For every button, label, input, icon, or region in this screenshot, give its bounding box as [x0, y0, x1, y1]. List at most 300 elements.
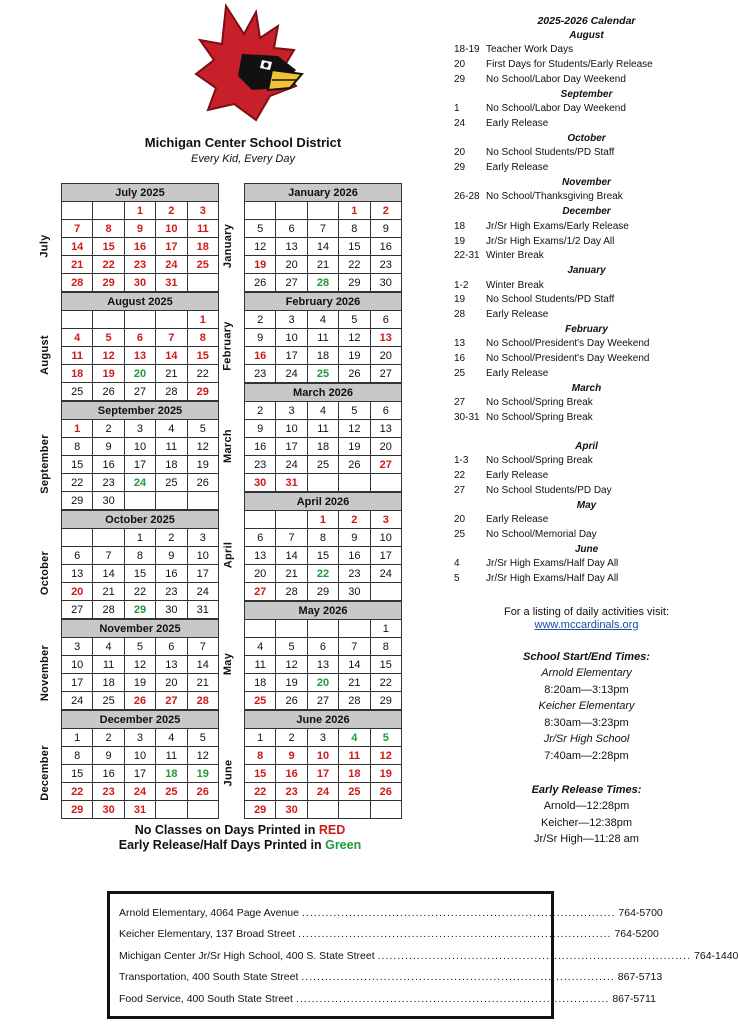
- day-cell: 11: [339, 747, 370, 765]
- month-side-text: May: [222, 652, 234, 676]
- day-cell: 8: [62, 747, 93, 765]
- day-cell: 31: [156, 274, 187, 292]
- event-date: 16: [454, 353, 466, 365]
- day-cell: 29: [245, 801, 276, 819]
- early-release-time: Arnold—12:28pm: [543, 800, 630, 812]
- contact-name: Michigan Center Jr/Sr High School, 400 S. State Street: [119, 949, 375, 962]
- day-cell: 18: [187, 238, 218, 256]
- month-title: November 2025: [62, 620, 219, 638]
- day-cell: 5: [370, 729, 401, 747]
- day-cell: 20: [156, 674, 187, 692]
- day-cell: 25: [307, 365, 338, 383]
- month-header-row: [245, 711, 402, 729]
- day-cell: 23: [276, 783, 307, 801]
- day-cell: 18: [339, 765, 370, 783]
- day-cell: 30: [276, 801, 307, 819]
- day-cell: 21: [187, 674, 218, 692]
- month-title: March 2026: [245, 384, 402, 402]
- event-text: Jr/Sr High Exams/1/2 Day All: [486, 235, 615, 247]
- contact-row: [119, 967, 663, 989]
- day-cell: 9: [124, 220, 155, 238]
- day-cell: 7: [276, 529, 307, 547]
- day-cell: 27: [307, 692, 338, 710]
- day-cell: 28: [187, 692, 218, 710]
- week-row: [245, 220, 402, 238]
- event-date: 4: [454, 558, 460, 570]
- month-side-label: [218, 728, 238, 818]
- event-item: [454, 572, 719, 587]
- event-item: [454, 557, 719, 572]
- day-cell: 15: [62, 765, 93, 783]
- event-item: [454, 58, 719, 73]
- day-cell: 29: [307, 583, 338, 601]
- week-row: [245, 747, 402, 765]
- event-item: [454, 73, 719, 88]
- day-cell: 23: [245, 365, 276, 383]
- event-month-heading: September: [560, 88, 613, 100]
- event-item: [454, 249, 719, 264]
- event-item: [454, 528, 719, 543]
- info-panel: [454, 606, 719, 848]
- day-cell: 1: [124, 529, 155, 547]
- event-item: [454, 454, 719, 469]
- day-cell: [339, 620, 370, 638]
- early-release-time: Jr/Sr High—11:28 am: [534, 833, 639, 845]
- month-table: [61, 292, 219, 401]
- legend-green-word: Green: [325, 838, 362, 852]
- day-cell: 15: [307, 547, 338, 565]
- day-cell: 15: [339, 238, 370, 256]
- event-date: 18: [454, 220, 466, 232]
- day-cell: 24: [187, 583, 218, 601]
- event-text: No School/President's Day Weekend: [486, 338, 650, 350]
- day-cell: 27: [124, 383, 155, 401]
- event-month-heading: October: [567, 132, 606, 144]
- website-link[interactable]: www.mccardinals.org: [534, 619, 639, 631]
- event-date: 18-19: [454, 44, 480, 56]
- day-cell: 19: [370, 765, 401, 783]
- day-cell: 28: [93, 601, 124, 619]
- day-cell: 14: [307, 238, 338, 256]
- day-cell: 6: [156, 638, 187, 656]
- day-cell: 2: [156, 529, 187, 547]
- contact-leader-dots: ................................................................................: [295, 992, 610, 1005]
- day-cell: 27: [245, 583, 276, 601]
- day-cell: 14: [276, 547, 307, 565]
- month-header-row: [62, 511, 219, 529]
- school-name: Arnold Elementary: [541, 667, 632, 679]
- day-cell: 31: [276, 474, 307, 492]
- early-release-heading: Early Release Times:: [531, 784, 642, 796]
- week-row: [62, 565, 219, 583]
- event-text: Jr/Sr High Exams/Half Day All: [486, 573, 619, 585]
- day-cell: 27: [370, 365, 401, 383]
- event-item: [454, 411, 719, 426]
- day-cell: 17: [276, 347, 307, 365]
- day-cell: 8: [370, 638, 401, 656]
- day-cell: 26: [93, 383, 124, 401]
- day-cell: 24: [124, 474, 155, 492]
- day-cell: 12: [276, 656, 307, 674]
- day-cell: 22: [93, 256, 124, 274]
- day-cell: 22: [187, 365, 218, 383]
- day-cell: [93, 311, 124, 329]
- month-table: [61, 183, 219, 292]
- day-cell: 12: [187, 438, 218, 456]
- day-cell: 20: [62, 583, 93, 601]
- day-cell: 5: [93, 329, 124, 347]
- day-cell: 16: [370, 238, 401, 256]
- week-row: [62, 656, 219, 674]
- day-cell: 6: [370, 402, 401, 420]
- day-cell: 26: [370, 783, 401, 801]
- month-table: [61, 710, 219, 819]
- day-cell: 13: [370, 420, 401, 438]
- event-text: Early Release: [486, 367, 549, 379]
- event-text: Early Release: [486, 309, 549, 321]
- day-cell: 30: [124, 274, 155, 292]
- event-month-heading: May: [576, 499, 597, 511]
- month-title: August 2025: [62, 293, 219, 311]
- day-cell: 22: [124, 583, 155, 601]
- day-cell: 24: [62, 692, 93, 710]
- day-cell: 7: [339, 638, 370, 656]
- day-cell: 5: [339, 402, 370, 420]
- day-cell: 22: [245, 783, 276, 801]
- day-cell: 26: [339, 365, 370, 383]
- month-side-label: [218, 510, 238, 600]
- day-cell: 5: [187, 420, 218, 438]
- day-cell: 27: [276, 274, 307, 292]
- event-item: [454, 190, 719, 205]
- day-cell: [370, 583, 401, 601]
- day-cell: 2: [93, 729, 124, 747]
- week-row: [245, 783, 402, 801]
- week-row: [62, 783, 219, 801]
- day-cell: 30: [339, 583, 370, 601]
- day-cell: 29: [187, 383, 218, 401]
- district-motto: Every Kid, Every Day: [191, 153, 295, 165]
- day-cell: 3: [187, 202, 218, 220]
- day-cell: 23: [93, 474, 124, 492]
- day-cell: 15: [124, 565, 155, 583]
- day-cell: 19: [245, 256, 276, 274]
- day-cell: 18: [156, 765, 187, 783]
- day-cell: 2: [245, 311, 276, 329]
- week-row: [62, 202, 219, 220]
- day-cell: 1: [307, 511, 338, 529]
- event-text: Jr/Sr High Exams/Early Release: [486, 220, 629, 232]
- day-cell: 4: [156, 729, 187, 747]
- month-table: [244, 383, 402, 492]
- day-cell: [245, 511, 276, 529]
- day-cell: 15: [245, 765, 276, 783]
- day-cell: 30: [93, 492, 124, 510]
- week-row: [245, 311, 402, 329]
- day-cell: 12: [245, 238, 276, 256]
- day-cell: 7: [187, 638, 218, 656]
- month-table: [61, 510, 219, 619]
- event-item: [454, 117, 719, 132]
- event-gap: [454, 426, 719, 440]
- day-cell: [156, 801, 187, 819]
- day-cell: 28: [339, 692, 370, 710]
- day-cell: 5: [245, 220, 276, 238]
- day-cell: 31: [187, 601, 218, 619]
- contact-leader-dots: ................................................................................: [298, 928, 612, 941]
- month-title: January 2026: [245, 184, 402, 202]
- day-cell: 24: [370, 565, 401, 583]
- event-item: [454, 293, 719, 308]
- week-row: [245, 456, 402, 474]
- week-row: [245, 438, 402, 456]
- month-side-text: October: [39, 550, 51, 596]
- day-cell: 26: [245, 274, 276, 292]
- day-cell: 31: [124, 801, 155, 819]
- event-date: 1: [454, 103, 460, 115]
- day-cell: 13: [370, 329, 401, 347]
- day-cell: 15: [93, 238, 124, 256]
- month-header-row: [62, 184, 219, 202]
- day-cell: 2: [156, 202, 187, 220]
- day-cell: 18: [93, 674, 124, 692]
- day-cell: 29: [62, 801, 93, 819]
- week-row: [245, 583, 402, 601]
- early-release-time: Keicher—12:38pm: [540, 816, 633, 829]
- week-row: [245, 692, 402, 710]
- contact-phone: 867-5713: [617, 971, 663, 984]
- event-date: 27: [454, 397, 466, 409]
- day-cell: 29: [339, 274, 370, 292]
- week-row: [62, 547, 219, 565]
- day-cell: 20: [124, 365, 155, 383]
- event-text: No School/Labor Day Weekend: [486, 73, 626, 85]
- week-row: [62, 747, 219, 765]
- event-date: 26-28: [454, 191, 480, 203]
- day-cell: [276, 202, 307, 220]
- day-cell: 18: [62, 365, 93, 383]
- day-cell: 1: [339, 202, 370, 220]
- legend-red-word: RED: [318, 823, 346, 837]
- day-cell: 10: [187, 547, 218, 565]
- event-month-heading: December: [562, 206, 611, 218]
- day-cell: 13: [124, 347, 155, 365]
- day-cell: 8: [62, 438, 93, 456]
- event-item: [454, 352, 719, 367]
- event-date: 20: [454, 514, 466, 526]
- day-cell: [245, 620, 276, 638]
- event-date: 5: [454, 573, 460, 585]
- day-cell: [245, 202, 276, 220]
- event-text: Jr/Sr High Exams/Half Day All: [486, 558, 619, 570]
- contact-phone: 764-5700: [618, 906, 663, 919]
- event-text: Early Release: [486, 470, 549, 482]
- event-item: [454, 43, 719, 58]
- day-cell: 9: [93, 747, 124, 765]
- month-side-text: February: [222, 321, 235, 371]
- day-cell: 5: [187, 729, 218, 747]
- event-item: [454, 102, 719, 117]
- day-cell: 18: [245, 674, 276, 692]
- day-cell: 9: [339, 529, 370, 547]
- week-row: [62, 238, 219, 256]
- school-name: Keicher Elementary: [538, 700, 635, 712]
- week-row: [245, 620, 402, 638]
- day-cell: 27: [62, 601, 93, 619]
- day-cell: 14: [156, 347, 187, 365]
- day-cell: 5: [276, 638, 307, 656]
- day-cell: 8: [124, 547, 155, 565]
- day-cell: [276, 620, 307, 638]
- day-cell: 11: [156, 747, 187, 765]
- day-cell: [339, 801, 370, 819]
- month-table: [61, 619, 219, 710]
- day-cell: [307, 202, 338, 220]
- month-side-label: [218, 619, 238, 709]
- day-cell: 19: [339, 347, 370, 365]
- day-cell: 15: [370, 656, 401, 674]
- day-cell: 9: [245, 420, 276, 438]
- day-cell: 14: [62, 238, 93, 256]
- month-title: May 2026: [245, 602, 402, 620]
- event-item: [454, 235, 719, 250]
- event-date: 25: [454, 528, 466, 540]
- day-cell: 16: [93, 456, 124, 474]
- month-header-row: [245, 602, 402, 620]
- day-cell: 6: [62, 547, 93, 565]
- day-cell: 10: [124, 747, 155, 765]
- day-cell: 19: [187, 765, 218, 783]
- day-cell: 24: [124, 783, 155, 801]
- day-cell: 11: [156, 438, 187, 456]
- week-row: [245, 565, 402, 583]
- event-text: No School/Labor Day Weekend: [486, 103, 626, 115]
- day-cell: 23: [156, 583, 187, 601]
- day-cell: 17: [62, 674, 93, 692]
- day-cell: 28: [62, 274, 93, 292]
- event-date: 22: [454, 470, 466, 482]
- day-cell: 21: [276, 565, 307, 583]
- contacts-box: [107, 891, 738, 1019]
- event-item: [454, 367, 719, 382]
- event-item: [454, 279, 719, 294]
- day-cell: 14: [339, 656, 370, 674]
- event-text: No School Students/PD Staff: [486, 294, 615, 306]
- day-cell: 12: [187, 747, 218, 765]
- month-side-text: August: [39, 335, 51, 375]
- event-month-heading: June: [574, 543, 599, 555]
- event-date: 28: [454, 309, 466, 321]
- day-cell: [276, 511, 307, 529]
- day-cell: 11: [62, 347, 93, 365]
- day-cell: 11: [187, 220, 218, 238]
- event-text: No School/Memorial Day: [486, 528, 597, 540]
- week-row: [62, 365, 219, 383]
- event-date: 13: [454, 338, 466, 350]
- day-cell: 30: [93, 801, 124, 819]
- day-cell: 10: [370, 529, 401, 547]
- day-cell: 29: [370, 692, 401, 710]
- week-row: [62, 674, 219, 692]
- day-cell: 3: [307, 729, 338, 747]
- contact-name: Food Service, 400 South State Street: [119, 992, 293, 1005]
- day-cell: 11: [93, 656, 124, 674]
- day-cell: 7: [307, 220, 338, 238]
- contact-name: Keicher Elementary, 137 Broad Street: [119, 928, 296, 941]
- day-cell: 25: [339, 783, 370, 801]
- day-cell: 11: [307, 420, 338, 438]
- month-table: [61, 401, 219, 510]
- day-cell: 23: [339, 565, 370, 583]
- day-cell: 2: [276, 729, 307, 747]
- month-side-text: June: [222, 759, 234, 787]
- event-text: No School/Spring Break: [486, 455, 593, 467]
- day-cell: 9: [93, 438, 124, 456]
- day-cell: 13: [62, 565, 93, 583]
- day-cell: 25: [245, 692, 276, 710]
- month-header-row: [62, 402, 219, 420]
- week-row: [245, 547, 402, 565]
- week-row: [245, 674, 402, 692]
- month-table: [244, 183, 402, 292]
- day-cell: 19: [339, 438, 370, 456]
- week-row: [245, 765, 402, 783]
- event-text: First Days for Students/Early Release: [486, 59, 653, 71]
- event-month-heading: February: [565, 323, 608, 335]
- day-cell: 28: [276, 583, 307, 601]
- events-title: 2025-2026 Calendar: [537, 15, 636, 27]
- day-cell: 21: [307, 256, 338, 274]
- month-title: February 2026: [245, 293, 402, 311]
- day-cell: 10: [276, 420, 307, 438]
- day-cell: 19: [276, 674, 307, 692]
- day-cell: 2: [245, 402, 276, 420]
- event-date: 19: [454, 294, 466, 306]
- day-cell: 8: [245, 747, 276, 765]
- times-heading: School Start/End Times:: [523, 651, 650, 663]
- week-row: [245, 729, 402, 747]
- event-date: 27: [454, 484, 466, 496]
- event-text: Early Release: [486, 117, 549, 129]
- event-text: No School/Thanksgiving Break: [486, 191, 623, 203]
- event-item: [454, 337, 719, 352]
- month-table: [244, 601, 402, 710]
- day-cell: 8: [307, 529, 338, 547]
- month-side-text: November: [39, 644, 52, 702]
- week-row: [62, 456, 219, 474]
- day-cell: 25: [156, 783, 187, 801]
- event-item: [454, 396, 719, 411]
- event-text: No School/President's Day Weekend: [486, 353, 650, 365]
- day-cell: 20: [307, 674, 338, 692]
- day-cell: 1: [187, 311, 218, 329]
- day-cell: 4: [307, 311, 338, 329]
- day-cell: 10: [62, 656, 93, 674]
- day-cell: 25: [187, 256, 218, 274]
- day-cell: 24: [156, 256, 187, 274]
- day-cell: 12: [370, 747, 401, 765]
- month-title: October 2025: [62, 511, 219, 529]
- week-row: [62, 692, 219, 710]
- listing-text: For a listing of daily activities visit:: [503, 606, 670, 618]
- week-row: [62, 220, 219, 238]
- contact-name: Transportation, 400 South State Street: [119, 971, 299, 984]
- event-text: No School Students/PD Staff: [486, 147, 615, 159]
- week-row: [62, 347, 219, 365]
- day-cell: 5: [124, 638, 155, 656]
- month-title: December 2025: [62, 711, 219, 729]
- day-cell: 21: [93, 583, 124, 601]
